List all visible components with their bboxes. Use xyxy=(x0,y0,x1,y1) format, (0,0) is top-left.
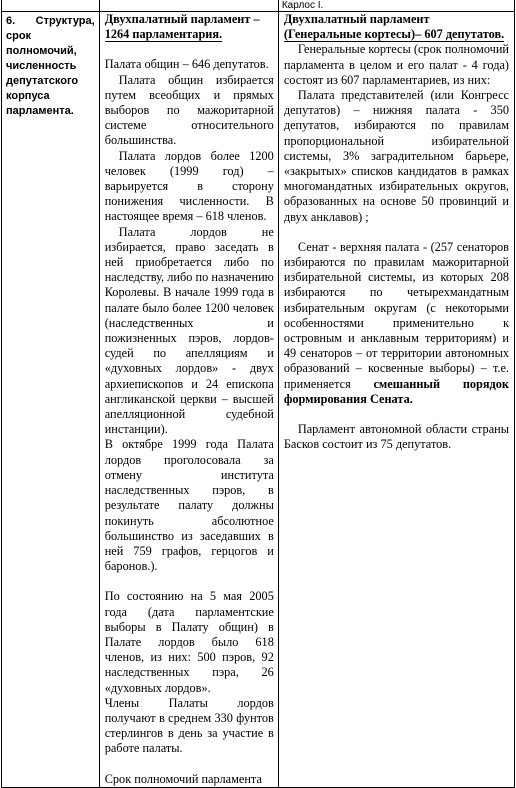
spain-heading-line2: (Генеральные кортесы)– 607 депутатов. xyxy=(283,27,505,42)
comparison-table xyxy=(1,0,515,788)
uk-heading-line1: Двухпалатный парламент – xyxy=(104,12,260,26)
row-label: 6. Структура, срок полномочий, численность депутатского корпуса парламента. xyxy=(6,15,95,117)
spain-paragraph-basque: Парламент автономной области страны Басков состоит из 75 депутатов. xyxy=(283,422,509,452)
uk-paragraph-lords-appointment: Палата лордов не избирается, право заседать в ней приобретается либо по наследству, либо по назначению Королевы. В начале 1999 года в палате было более 1200 человек (наследственных и пожизненных пэров, лордов-судей по апелляциям и «духовных лордов» - двух архиепископов и 24 епископа англиканской церкви – высшей апелляционной судебной инстанции). xyxy=(104,224,274,437)
spain-parliament-cell xyxy=(278,12,514,788)
uk-paragraph-commons-election: Палата общин избирается путем всеобщих и прямых выборов по мажоритарной системе относительного большинства. xyxy=(104,72,274,148)
uk-heading-line2: 1264 парламентария. xyxy=(104,27,223,42)
uk-paragraph-commons-count: Палата общин – 646 депутатов. xyxy=(104,57,269,72)
cell-empty-label xyxy=(2,0,100,12)
spain-paragraph-senate xyxy=(284,240,509,407)
spain-senate-bold: смешанный порядок формирования Сената. xyxy=(283,376,509,406)
spain-heading-line1: Двухпалатный парламент xyxy=(283,12,430,26)
spain-paragraph-congress: Палата представителей (или Конгресс депутатов) – нижняя палата - 350 депутатов, избираются по правилам пропорциональной избирательной системы, 3% заградительном барьере, «закрытых» списков кандидатов в рамках многомандатных избирательных округов, образованных на основе 50 провинций и двух анклавов) ; xyxy=(283,88,509,224)
cell-empty-uk xyxy=(99,0,278,12)
continued-name-text: Карлос I. xyxy=(281,0,324,11)
spain-heading xyxy=(284,12,509,42)
spain-paragraph-cortes: Генеральные кортесы (срок полномочий парламента в целом и его палат - 4 года) состоят из 607 парламентариев, из них: xyxy=(283,42,509,87)
uk-heading xyxy=(105,12,274,42)
uk-parliament-cell xyxy=(99,12,278,788)
table-row-structure xyxy=(2,12,515,788)
uk-paragraph-term: Срок полномочий парламента xyxy=(104,771,262,786)
table-row-continuation xyxy=(2,0,515,12)
uk-paragraph-1999-reform: В октябре 1999 года Палата лордов проголосовала за отмену института наследственных пэров, в результате палату должны покинуть абсолютное большинство из заседавших в ней 759 графов, герцогов и баронов.). xyxy=(104,437,274,574)
uk-paragraph-lords-count: Палата лордов более 1200 человек (1999 год) – варьируется в сторону понижения численности. В настоящее время – 618 членов. xyxy=(104,148,274,224)
uk-paragraph-lords-pay: Члены Палаты лордов получают в среднем 330 фунтов стерлингов в день за участие в работе палаты. xyxy=(104,695,274,756)
row-label-cell xyxy=(2,12,100,788)
spain-senate-text: Сенат - верхняя палата - (257 сенаторов избираются по правилам мажоритарной избирательной системы, из которых 208 избираются по четырехмандатным избирательным округам (с некоторыми особенностями применительно к островным и анклавным территориям) и 49 сенаторов – от территории автономных образований – косвенные выборы) – т.е. применяется xyxy=(283,239,509,391)
uk-paragraph-2005-status: По состоянию на 5 мая 2005 года (дата парламентские выборы в Палату общин) в Палате лордов было 618 членов, из них: 500 пэров, 92 наследственных пэра, 26 «духовных лордов». xyxy=(104,589,274,695)
cell-continued-text xyxy=(278,0,514,12)
